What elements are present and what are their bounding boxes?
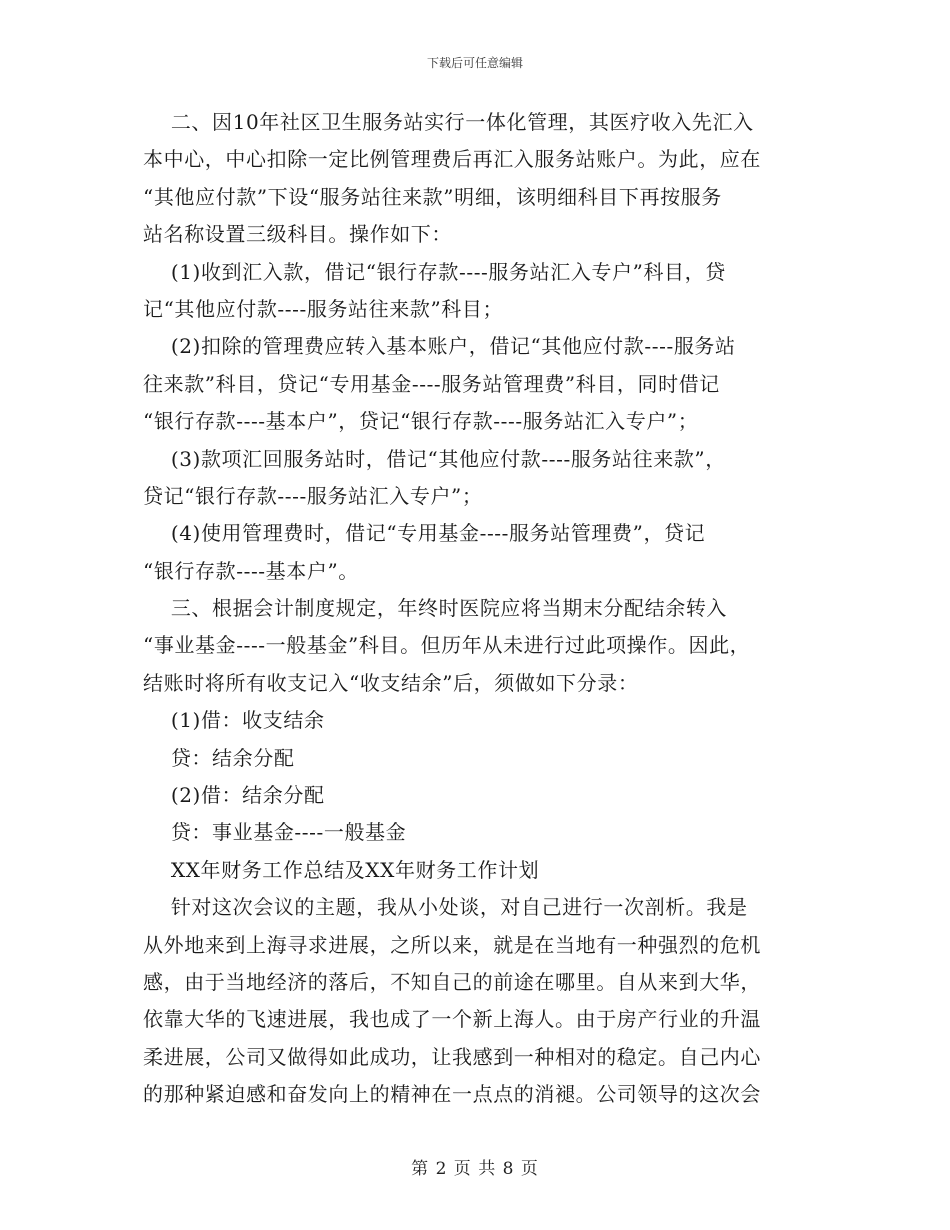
page-header: 下载后可任意编辑 [426,56,523,70]
text-line: “银行存款----基本户”。 [143,558,359,583]
text-line: 本中心，中心扣除一定比例管理费后再汇入服务站账户。为此，应在 [143,147,761,172]
text-line: 结账时将所有收支记入“收支结余”后，须做如下分录： [143,670,639,695]
text-line: 的那种紧迫感和奋发向上的精神在一点点的消褪。公司领导的这次会 [143,1082,761,1107]
section-title: XX年财务工作总结及XX年财务工作计划 [143,857,540,882]
text-line: 贷记“银行存款----服务站汇入专户”； [143,483,483,508]
text-line: 从外地来到上海寻求进展，之所以来，就是在当地有一种强烈的危机 [143,932,761,957]
text-line: 柔进展，公司又做得如此成功，让我感到一种相对的稳定。自己内心 [143,1044,761,1069]
text-line: “事业基金----一般基金”科目。但历年从未进行过此项操作。因此， [143,633,751,658]
page-number: 第 2 页 共 8 页 [411,1159,539,1179]
text-line: “其他应付款”下设“服务站往来款”明细，该明细科目下再按服务 [143,184,722,209]
text-line: 针对这次会议的主题，我从小处谈，对自己进行一次剖析。我是 [143,895,748,920]
document-body [143,104,803,1114]
text-line: 二、因10年社区卫生服务站实行一体化管理，其医疗收入先汇入 [143,110,754,134]
text-line: 贷：结余分配 [143,745,295,770]
text-line: 三、根据会计制度规定，年终时医院应将当期末分配结余转入 [143,596,728,621]
text-line: (1)借：收支结余 [143,708,325,733]
text-line: 记“其他应付款----服务站往来款”科目； [143,296,504,321]
text-line: 往来款”科目，贷记“专用基金----服务站管理费”科目，同时借记 [143,371,720,396]
text-line: 站名称设置三级科目。操作如下： [143,222,452,247]
text-line: (4)使用管理费时，借记“专用基金----服务站管理费”，贷记 [143,521,706,546]
text-line: (2)扣除的管理费应转入基本账户，借记“其他应付款----服务站 [143,334,736,359]
text-line: 依靠大华的飞速进展，我也成了一个新上海人。由于房产行业的升温 [143,1007,761,1032]
text-line: (3)款项汇回服务站时，借记“其他应付款----服务站往来款”， [143,446,726,471]
text-line: “银行存款----基本户”，贷记“银行存款----服务站汇入专户”； [143,409,699,434]
text-line: (2)借：结余分配 [143,783,325,808]
text-line: 贷：事业基金----一般基金 [143,820,407,845]
text-line: (1)收到汇入款，借记“银行存款----服务站汇入专户”科目，贷 [143,259,726,284]
text-line: 感，由于当地经济的落后，不知自己的前途在哪里。自从来到大华， [143,969,761,994]
